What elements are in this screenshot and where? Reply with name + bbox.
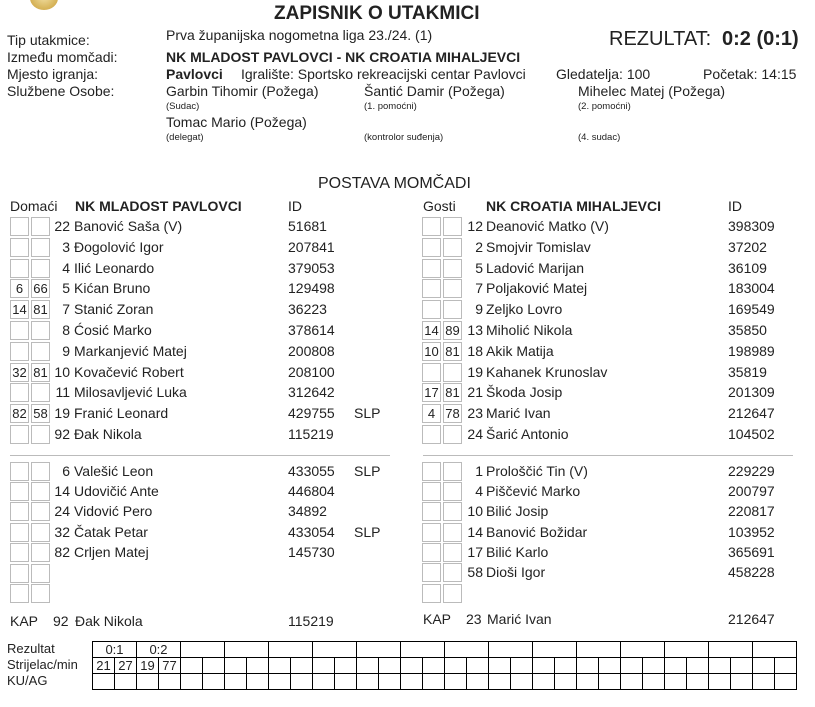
result-cell: [225, 642, 269, 658]
scoring-row: [93, 674, 797, 690]
kuag-cell: [555, 674, 577, 690]
between-value: NK MLADOST PAVLOVCI - NK CROATIA MIHALJEVCI: [166, 49, 521, 65]
home-minute-box-in: [10, 217, 29, 236]
scorer-minute-cell: 19: [137, 658, 159, 674]
away-sub-player-number: 58: [467, 564, 483, 580]
home-side-label: Domaći: [10, 198, 58, 214]
home-player-id: 129498: [288, 280, 335, 297]
away-player-id: 198989: [728, 342, 775, 359]
kuag-cell: [225, 674, 247, 690]
home-player-name: Markanjević Matej: [74, 342, 187, 359]
kuag-cell: [335, 674, 357, 690]
away-sub-player-id: 365691: [728, 543, 775, 560]
away-player-id: 35850: [728, 322, 767, 338]
home-sub-player-name: Valešić Leon: [74, 463, 154, 479]
away-player-name: Marić Ivan: [486, 405, 551, 422]
away-player-id: 398309: [728, 218, 775, 234]
kuag-cell: [643, 674, 665, 690]
home-player-name: Đak Nikola: [74, 426, 142, 442]
away-captain-number: 23: [466, 611, 482, 627]
scorer-minute-cell: [731, 658, 753, 674]
away-sub-player-id: 103952: [728, 523, 775, 540]
away-player-name: Šarić Antonio: [486, 426, 569, 442]
home-player-id: 51681: [288, 218, 327, 234]
away-player-number: 9: [475, 301, 483, 318]
away-team-name: NK CROATIA MIHALJEVCI: [486, 198, 661, 214]
kuag-cell: [709, 674, 731, 690]
scorer-minute-cell: [467, 658, 489, 674]
kuag-cell: [445, 674, 467, 690]
result-cell: [313, 642, 357, 658]
away-player-number: 23: [467, 405, 483, 422]
home-player-number: 4: [62, 259, 70, 276]
away-player-number: 19: [467, 363, 483, 380]
official-referee-role: (Sudac): [166, 101, 200, 112]
official-delegate-name: Tomac Mario (Požega): [166, 114, 307, 130]
away-player-name: Ladović Marijan: [486, 259, 585, 276]
kuag-cell: [401, 674, 423, 690]
home-player-name: Đogolović Igor: [74, 238, 164, 255]
lineup-title: POSTAVA MOMČADI: [318, 175, 471, 192]
home-sub-player-name: Udovičić Ante: [74, 483, 159, 500]
home-player-id: 207841: [288, 238, 335, 255]
home-minute-box-in: [10, 383, 29, 402]
home-sub-player-id: 446804: [288, 483, 335, 500]
home-player-number: 19: [54, 405, 70, 422]
home-minute-box-in: [10, 321, 29, 340]
kuag-cell: [357, 674, 379, 690]
home-divider: [10, 455, 390, 456]
home-player-id: 200808: [288, 342, 335, 359]
away-player-id: 104502: [728, 426, 775, 442]
official-assistant2-name: Mihelec Matej (Požega): [578, 83, 726, 99]
away-sub-empty-box: [443, 584, 462, 603]
away-minute-box-in: [422, 363, 441, 382]
away-player-id: 183004: [728, 280, 775, 297]
home-player-name: Franić Leonard: [74, 405, 169, 422]
away-player-id: 201309: [728, 384, 775, 401]
scorer-minute-cell: 21: [93, 658, 115, 674]
away-minute-box-in: 14: [422, 321, 441, 340]
kuag-cell: [533, 674, 555, 690]
result-cell: [533, 642, 577, 658]
official-controller-role: (kontrolor suđenja): [364, 132, 444, 143]
kuag-cell: [423, 674, 445, 690]
strijelac-label: Strijelac/min: [7, 657, 78, 672]
away-sub-player-name: Piščević Marko: [486, 483, 581, 500]
away-minute-box-out: 81: [443, 383, 462, 402]
home-sub-minute-box-in: [10, 502, 29, 521]
home-player-id: 312642: [288, 384, 335, 401]
scorer-minute-cell: [577, 658, 599, 674]
home-player-name: Ćosić Marko: [74, 322, 152, 338]
kuag-cell: [511, 674, 533, 690]
home-sub-player-name: Čatak Petar: [74, 523, 148, 540]
away-sub-minute-box-in: [422, 482, 441, 501]
kuag-cell: [159, 674, 181, 690]
kuag-cell: [291, 674, 313, 690]
home-minute-box-in: 82: [10, 404, 29, 423]
away-divider: [423, 455, 793, 456]
home-player-number: 9: [62, 342, 70, 359]
kuag-cell: [621, 674, 643, 690]
home-minute-box-in: 6: [10, 279, 29, 298]
home-player-number: 11: [55, 384, 70, 401]
away-player-id: 37202: [728, 238, 767, 255]
home-player-id: 379053: [288, 259, 335, 276]
home-sub-empty-box: [31, 584, 50, 603]
official-fourth-role: (4. sudac): [578, 132, 621, 143]
home-player-number: 10: [54, 363, 70, 380]
scorer-minute-cell: [269, 658, 291, 674]
away-sub-empty-box: [422, 584, 441, 603]
home-sub-player-number: 24: [54, 503, 70, 520]
home-sub-empty-box: [10, 584, 29, 603]
away-minute-box-in: [422, 425, 441, 444]
scorer-minute-cell: [313, 658, 335, 674]
home-captain-label: KAP: [10, 613, 39, 629]
away-player-name: Smojvir Tomislav: [486, 238, 591, 255]
page-title: ZAPISNIK O UTAKMICI: [274, 3, 480, 24]
home-minute-box-out: 81: [31, 300, 50, 319]
home-player-number: 7: [62, 301, 70, 318]
away-minute-box-in: 4: [422, 404, 441, 423]
home-captain-id: 115219: [288, 613, 334, 629]
home-player-id: 36223: [288, 301, 327, 318]
home-sub-empty-box: [31, 564, 50, 583]
kuag-cell: [313, 674, 335, 690]
official-assistant2-role: (2. pomoćni): [578, 101, 631, 112]
kuag-cell: [93, 674, 115, 690]
scorer-minute-cell: [225, 658, 247, 674]
away-side-label: Gosti: [423, 198, 456, 214]
away-minute-box-in: 17: [422, 383, 441, 402]
home-minute-box-out: 58: [31, 404, 50, 423]
away-sub-player-number: 17: [467, 543, 483, 560]
away-minute-box-in: [422, 217, 441, 236]
home-sub-player-id: 433054: [288, 523, 335, 540]
away-sub-player-name: Bilić Karlo: [486, 543, 549, 560]
rezultat-label: Rezultat: [7, 641, 55, 656]
kuag-cell: [665, 674, 687, 690]
home-player-name: Ilić Leonardo: [74, 259, 155, 276]
official-referee-name: Garbin Tihomir (Požega): [166, 83, 319, 99]
official-delegate-role: (delegat): [166, 132, 204, 143]
away-minute-box-in: 10: [422, 342, 441, 361]
between-label: Između momčadi:: [7, 49, 118, 65]
scorer-minute-cell: [621, 658, 643, 674]
away-minute-box-in: [422, 259, 441, 278]
away-sub-minute-box-in: [422, 502, 441, 521]
kuag-cell: [489, 674, 511, 690]
away-player-number: 13: [467, 322, 483, 338]
kuag-cell: [599, 674, 621, 690]
away-minute-box-out: 78: [443, 404, 462, 423]
match-type-label: Tip utakmice:: [7, 32, 90, 48]
home-player-number: 8: [62, 322, 70, 338]
away-sub-player-number: 1: [475, 463, 483, 479]
kuag-cell: [731, 674, 753, 690]
kuag-cell: [775, 674, 797, 690]
away-sub-player-id: 458228: [728, 564, 775, 580]
away-player-name: Škoda Josip: [486, 384, 563, 401]
home-minute-box-in: [10, 259, 29, 278]
officials-label: Službene Osobe:: [7, 83, 115, 99]
away-sub-minute-box-in: [422, 563, 441, 582]
away-player-id: 36109: [728, 259, 767, 276]
league-logo-icon: [30, 0, 58, 10]
kuag-cell: [181, 674, 203, 690]
home-sub-player-number: 6: [62, 463, 70, 479]
home-minute-box-out: 66: [31, 279, 50, 298]
away-player-number: 12: [467, 218, 483, 234]
away-id-header: ID: [728, 198, 742, 214]
scorer-minute-cell: [423, 658, 445, 674]
scorer-minute-cell: [181, 658, 203, 674]
scorer-minute-cell: [247, 658, 269, 674]
away-player-number: 21: [467, 384, 483, 401]
result-cell: [489, 642, 533, 658]
home-sub-player-number: 82: [54, 543, 70, 560]
scorer-minute-cell: [291, 658, 313, 674]
home-minute-box-in: [10, 342, 29, 361]
scorer-minute-cell: [665, 658, 687, 674]
home-player-id: 208100: [288, 363, 335, 380]
home-player-number: 3: [62, 238, 70, 255]
kuag-cell: [687, 674, 709, 690]
home-minute-box-in: 32: [10, 363, 29, 382]
away-player-number: 24: [467, 426, 483, 442]
result-cell: [621, 642, 665, 658]
home-sub-player-id: 433055: [288, 463, 335, 479]
home-sub-player-flag: SLP: [354, 523, 381, 540]
home-sub-player-name: Vidović Pero: [74, 503, 153, 520]
away-player-id: 35819: [728, 363, 767, 380]
kuag-cell: [467, 674, 489, 690]
home-player-name: Kićan Bruno: [74, 280, 151, 297]
kuag-cell: [753, 674, 775, 690]
away-player-name: Deanović Matko (V): [486, 218, 609, 234]
away-captain-label: KAP: [423, 611, 452, 627]
kuag-cell: [203, 674, 225, 690]
scorer-minute-cell: [709, 658, 731, 674]
home-sub-minute-box-in: [10, 543, 29, 562]
kuag-cell: [269, 674, 291, 690]
home-player-id: 378614: [288, 322, 335, 338]
away-sub-minute-box-in: [422, 462, 441, 481]
scorer-minute-cell: [335, 658, 357, 674]
kuag-label: KU/AG: [7, 673, 48, 688]
kuag-cell: [577, 674, 599, 690]
home-player-name: Milosavljević Luka: [74, 384, 187, 401]
away-player-name: Zeljko Lovro: [486, 301, 563, 318]
home-minute-box-in: 14: [10, 300, 29, 319]
home-player-id: 429755: [288, 405, 335, 422]
scorer-minute-cell: [753, 658, 775, 674]
result-label: REZULTAT:: [609, 28, 712, 50]
home-player-number: 5: [62, 280, 70, 297]
away-sub-player-name: Banović Božidar: [486, 523, 588, 540]
scorer-minute-cell: [599, 658, 621, 674]
home-player-name: Kovačević Robert: [74, 363, 184, 380]
result-cell: [709, 642, 753, 658]
away-player-id: 169549: [728, 301, 775, 318]
home-sub-minute-box-in: [10, 482, 29, 501]
scoring-row: [93, 658, 797, 674]
away-player-id: 212647: [728, 405, 775, 422]
away-sub-player-number: 14: [467, 523, 483, 540]
scorer-minute-cell: [489, 658, 511, 674]
official-assistant1-name: Šantić Damir (Požega): [364, 83, 505, 99]
result-cell: [445, 642, 489, 658]
home-sub-player-flag: SLP: [354, 463, 381, 479]
home-sub-minute-box-in: [10, 523, 29, 542]
scorer-minute-cell: [401, 658, 423, 674]
home-minute-box-in: [10, 238, 29, 257]
result-cell: [577, 642, 621, 658]
away-minute-box-out: 89: [443, 321, 462, 340]
match-type-value: Prva županijska nogometna liga 23./24. (1): [166, 27, 433, 43]
away-captain-name: Marić Ivan: [487, 611, 552, 627]
away-sub-minute-box-in: [422, 523, 441, 542]
scorer-minute-cell: [379, 658, 401, 674]
home-sub-player-number: 14: [54, 483, 70, 500]
kuag-cell: [137, 674, 159, 690]
ground-text: Igralište: Sportsko rekreacijski centar Pavlovci: [241, 66, 526, 82]
away-player-number: 18: [467, 342, 483, 359]
scorer-minute-cell: [445, 658, 467, 674]
home-sub-player-number: 32: [54, 523, 70, 540]
scorer-minute-cell: [643, 658, 665, 674]
scorer-minute-cell: 77: [159, 658, 181, 674]
result-cell: [753, 642, 797, 658]
home-minute-box-out: 81: [31, 363, 50, 382]
away-sub-player-id: 229229: [728, 463, 775, 479]
result-cell: [665, 642, 709, 658]
home-sub-player-id: 145730: [288, 543, 335, 560]
away-player-number: 7: [475, 280, 483, 297]
away-minute-box-out: 81: [443, 342, 462, 361]
place-value: Pavlovci: [166, 66, 223, 82]
scorer-minute-cell: [511, 658, 533, 674]
result-cell: 0:1: [93, 642, 137, 658]
away-sub-player-name: Prološčić Tin (V): [486, 463, 588, 479]
home-player-flag: SLP: [354, 405, 381, 422]
home-sub-player-id: 34892: [288, 503, 327, 520]
away-player-name: Kahanek Krunoslav: [486, 363, 608, 380]
home-captain-number: 92: [53, 613, 69, 629]
home-sub-player-name: Crljen Matej: [74, 543, 149, 560]
scoring-row: [93, 642, 797, 658]
away-player-name: Miholić Nikola: [486, 322, 573, 338]
result-cell: [357, 642, 401, 658]
spectators-text: Gledatelja: 100: [556, 66, 651, 82]
away-sub-minute-box-in: [422, 543, 441, 562]
kuag-cell: [379, 674, 401, 690]
away-sub-player-name: Bilić Josip: [486, 503, 549, 520]
scorer-minute-cell: 27: [115, 658, 137, 674]
away-minute-box-in: [422, 279, 441, 298]
home-player-id: 115219: [288, 426, 334, 442]
scoring-table: [92, 641, 797, 690]
result-cell: [181, 642, 225, 658]
home-id-header: ID: [288, 198, 302, 214]
kuag-cell: [247, 674, 269, 690]
home-player-number: 92: [54, 426, 70, 442]
home-sub-empty-box: [10, 564, 29, 583]
away-sub-player-id: 200797: [728, 483, 775, 500]
home-player-number: 22: [54, 218, 70, 234]
home-player-name: Stanić Zoran: [74, 301, 154, 318]
result-cell: [401, 642, 445, 658]
kuag-cell: [115, 674, 137, 690]
home-team-name: NK MLADOST PAVLOVCI: [75, 198, 242, 214]
away-player-name: Poljaković Matej: [486, 280, 588, 297]
result-cell: 0:2: [137, 642, 181, 658]
away-minute-box-in: [422, 300, 441, 319]
home-minute-box-in: [10, 425, 29, 444]
away-sub-player-id: 220817: [728, 503, 775, 520]
result-cell: [269, 642, 313, 658]
away-player-number: 2: [475, 238, 483, 255]
scorer-minute-cell: [357, 658, 379, 674]
home-captain-name: Đak Nikola: [75, 613, 143, 629]
away-sub-player-name: Dioši Igor: [486, 564, 546, 580]
away-player-name: Akik Matija: [486, 342, 554, 359]
scorer-minute-cell: [203, 658, 225, 674]
away-sub-player-number: 4: [475, 483, 483, 500]
official-assistant1-role: (1. pomoćni): [364, 101, 417, 112]
home-player-name: Banović Saša (V): [74, 218, 183, 234]
scorer-minute-cell: [555, 658, 577, 674]
away-captain-id: 212647: [728, 611, 775, 627]
scorer-minute-cell: [687, 658, 709, 674]
scorer-minute-cell: [775, 658, 797, 674]
away-sub-player-number: 10: [467, 503, 483, 520]
away-minute-box-in: [422, 238, 441, 257]
home-sub-minute-box-in: [10, 462, 29, 481]
place-label: Mjesto igranja:: [7, 66, 99, 82]
result-value: 0:2 (0:1): [722, 28, 799, 50]
away-player-number: 5: [475, 259, 483, 276]
scorer-minute-cell: [533, 658, 555, 674]
start-time-text: Početak: 14:15: [703, 66, 797, 82]
